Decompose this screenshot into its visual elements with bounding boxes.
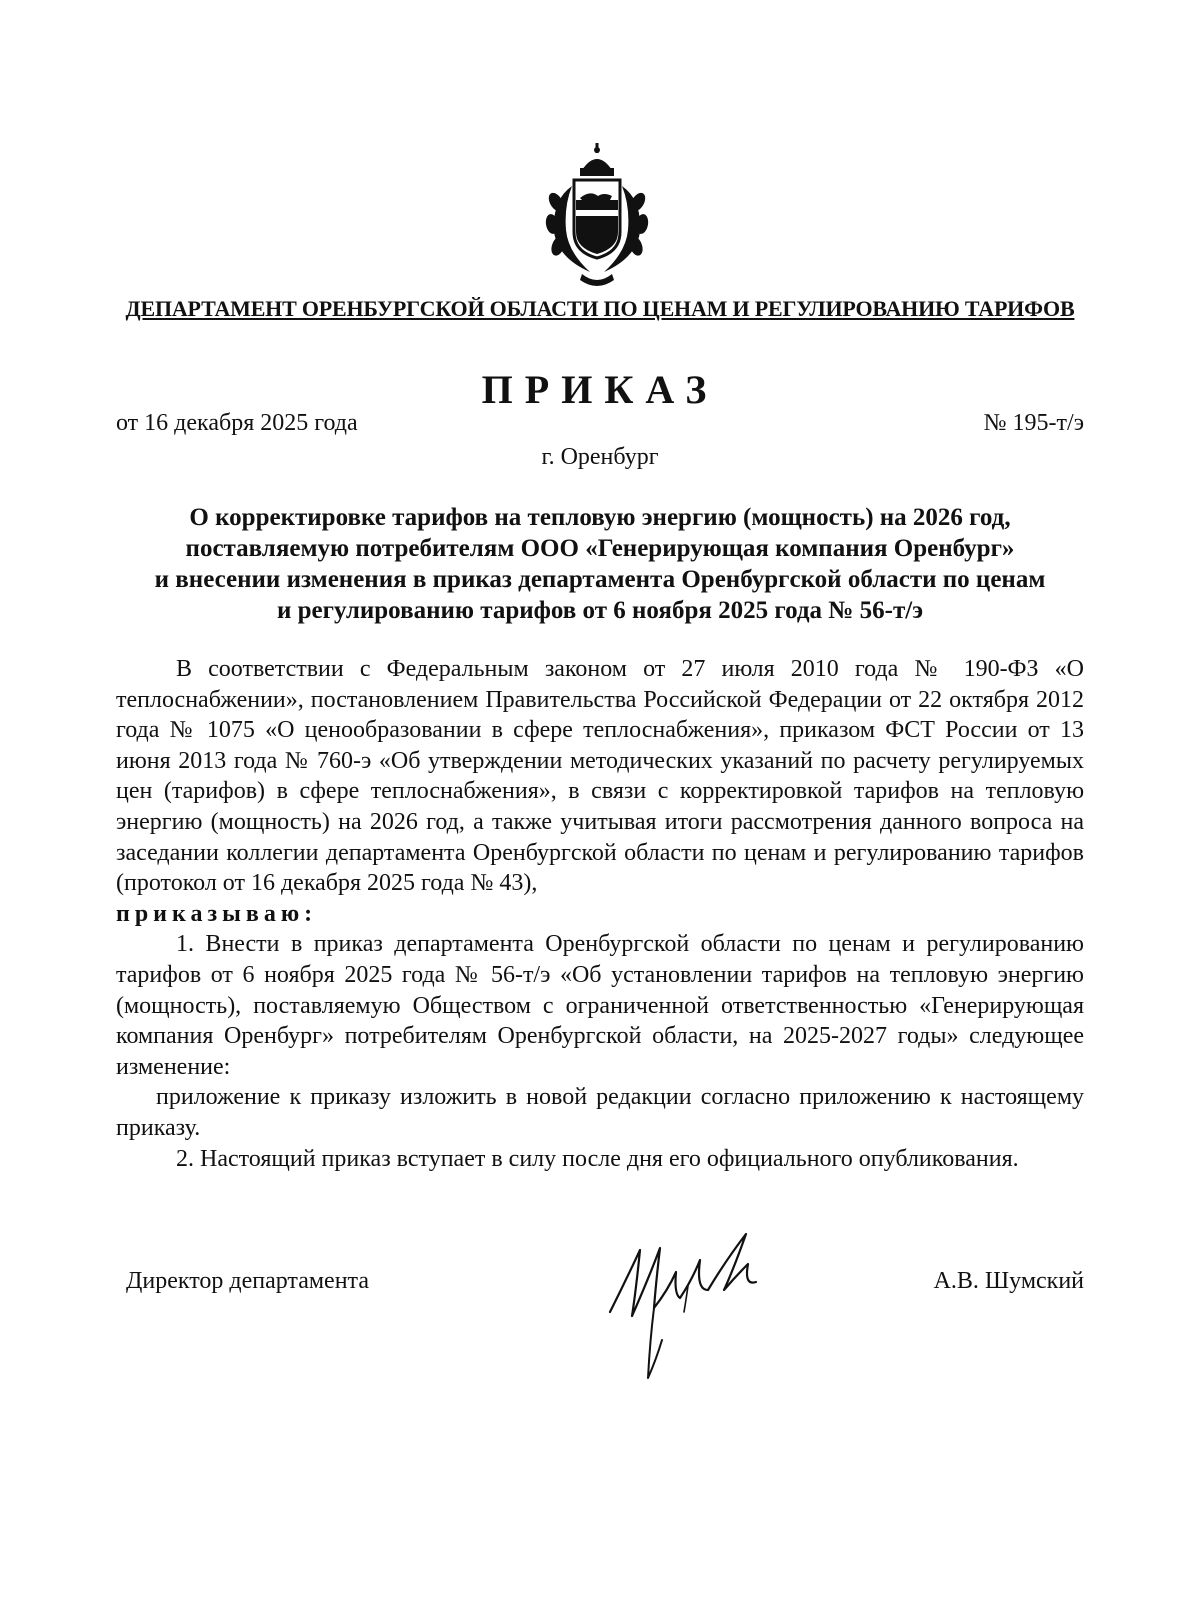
subject-line: поставляемую потребителям ООО «Генерирующая компания Оренбург»	[185, 535, 1015, 562]
signatory-position: Директор департамента	[126, 1268, 369, 1294]
order-subject	[100, 502, 1100, 626]
handwritten-signature	[596, 1220, 786, 1390]
item-1-sub-paragraph: приложение к приказу изложить в новой редакции согласно приложению к настоящему приказу.	[116, 1084, 1084, 1141]
subject-line: и внесении изменения в приказ департамента Оренбургской области по ценам	[154, 566, 1046, 593]
order-keyword-paragraph	[116, 899, 1084, 930]
department-name: ДЕПАРТАМЕНТ ОРЕНБУРГСКОЙ ОБЛАСТИ ПО ЦЕНАМ И РЕГУЛИРОВАНИЮ ТАРИФОВ	[125, 296, 1075, 321]
item-1-paragraph: 1. Внести в приказ департамента Оренбургской области по ценам и регулированию тарифов от 6 ноября 2025 года № 56-т/э «Об установлении тарифов на тепловую энергию (мощность), поставляемую Обществом с ограниченной ответственностью «Генерирующая компания Оренбург» потребителям Оренбургской области, на 2025-2027 годы» следующее изменение:	[116, 931, 1084, 1080]
item-2-paragraph: 2. Настоящий приказ вступает в силу после дня его официального опубликования.	[176, 1145, 1019, 1172]
subject-line: и регулированию тарифов от 6 ноября 2025 года № 56-т/э	[276, 597, 924, 624]
order-number: № 195-т/э	[983, 410, 1084, 436]
subject-line: О корректировке тарифов на тепловую энергию (мощность) на 2026 год,	[189, 504, 1011, 531]
preamble-paragraph: В соответствии с Федеральным законом от 27 июля 2010 года № 190-ФЗ «О теплоснабжении», постановлением Правительства Российской Федерации от 22 октября 2012 года № 1075 «О ценообразовании в сфере теплоснабжения», приказом ФСТ России от 13 июня 2013 года № 760-э «Об утверждении методических указаний по расчету регулируемых цен (тарифов) в сфере теплоснабжения», в связи с корректировкой тарифов на тепловую энергию (мощность) на 2026 год, а также учитывая итоги рассмотрения данного вопроса на заседании коллегии департамента Оренбургской области по ценам и регулированию тарифов (протокол от 16 декабря 2025 года № 43),	[116, 656, 1084, 897]
order-body	[116, 654, 1084, 1174]
order-keyword: приказываю:	[116, 900, 318, 927]
order-city: г. Оренбург	[541, 444, 659, 470]
order-date: от 16 декабря 2025 года	[116, 410, 358, 436]
signatory-name: А.В. Шумский	[933, 1268, 1084, 1294]
signature-block	[116, 1268, 1084, 1388]
coat-of-arms-icon	[532, 140, 662, 290]
document-type-title: ПРИКАЗ	[481, 367, 719, 412]
